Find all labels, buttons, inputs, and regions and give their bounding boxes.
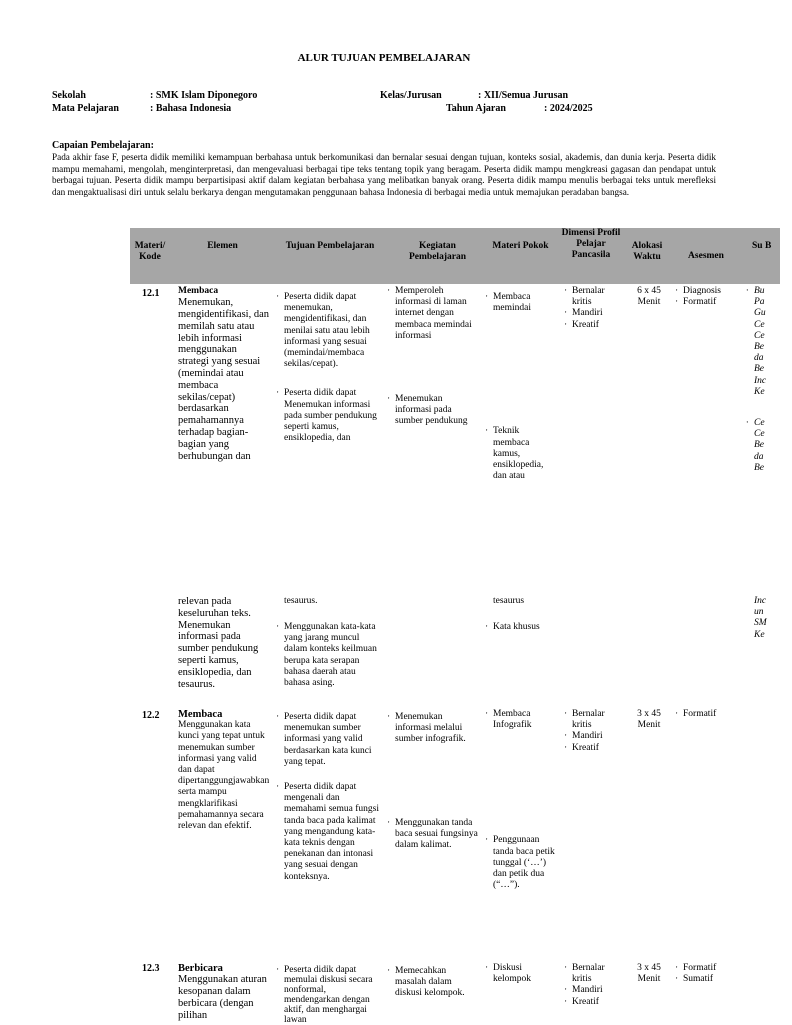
tujuan-item: · Peserta didik dapat menemukan, mengidentifikasi, dan menilai satu atau lebih informasi yang sesuai (memindai/membaca sekilas/cepat). (276, 292, 380, 370)
row-12-1-tujuan (276, 292, 380, 444)
row-12-2-dimensi (564, 709, 622, 754)
asesmen-item: · Sumatif (675, 974, 741, 985)
header-alokasi: Alokasi Waktu (631, 241, 663, 262)
mapel-value: : Bahasa Indonesia (150, 103, 232, 114)
row-12-2-asesmen (675, 709, 741, 720)
header-tujuan: Tujuan Pembelajaran (285, 241, 375, 251)
elemen-text: Menggunakan aturan kesopanan dalam berbicara (dengan pilihan (178, 974, 267, 1021)
materi-item: · Membaca Infografik (485, 709, 555, 731)
header-sumber: Su B (752, 241, 772, 251)
elemen-text: Menggunakan kata kunci yang tepat untuk menemukan sumber informasi yang valid dan dapat dipertanggungjawabkan serta mampu mengklarifikasi pemahamannya secara relevan dan efektif. (178, 720, 270, 832)
materi-item: · Kata khusus (485, 622, 555, 633)
kegiatan-item: · Memecahkan masalah dalam diskusi kelompok. (387, 966, 479, 1000)
row-12-3-elemen (178, 963, 270, 1021)
dimensi-item: · Bernalar kritis (564, 286, 622, 308)
kegiatan-item: · Menemukan informasi melalui sumber infografik. (387, 712, 479, 746)
row-12-3-kode: 12.3 (142, 963, 160, 974)
materi-item: · Diskusi kelompok (485, 963, 555, 985)
header-kegiatan: Kegiatan Pembelajaran (409, 241, 466, 262)
mapel-label: Mata Pelajaran (52, 103, 119, 114)
row-12-1-sumber (746, 286, 766, 474)
header-dimensi: Dimensi Profil Pelajar Pancasila (561, 228, 621, 260)
tujuan-item: · Peserta didik dapat mengenali dan memahami semua fungsi tanda baca pada kalimat yang mengandung kata-kata teknis dengan penekanan dan intonasi yang sesuai dengan konteksnya. (276, 782, 380, 883)
kelas-value: : XII/Semua Jurusan (478, 90, 569, 101)
sumber-item: · Bu Pa Gu Ce Ce Be da Be Inc Ke (746, 286, 766, 398)
materi-item: · Membaca memindai (485, 292, 555, 314)
asesmen-item: · Formatif (675, 297, 741, 308)
header-materi: Materi Pokok (492, 241, 549, 251)
row-12-1-materi-extra (485, 622, 555, 633)
row-12-1-materi (485, 292, 555, 482)
asesmen-item: · Formatif (675, 709, 741, 720)
row-12-3-asesmen (675, 963, 741, 985)
row-12-1-asesmen (675, 286, 741, 308)
tahun-label: Tahun Ajaran (446, 103, 506, 114)
dimensi-item: · Bernalar kritis (564, 963, 622, 985)
dimensi-item: · Kreatif (564, 320, 622, 331)
row-12-3-materi (485, 963, 555, 985)
row-12-1-materi-cont: tesaurus (493, 596, 525, 606)
row-12-1-tujuan-extra (276, 622, 380, 689)
document-title: ALUR TUJUAN PEMBELAJARAN (297, 52, 471, 64)
dimensi-item: · Mandiri (564, 731, 622, 742)
header-elemen: Elemen (207, 241, 238, 251)
row-12-2-kode: 12.2 (142, 710, 160, 721)
kegiatan-item: · Menggunakan tanda baca sesuai fungsinya dalam kalimat. (387, 818, 479, 852)
materi-item: · Teknik membaca kamus, ensiklopedia, dan atau (485, 426, 555, 482)
row-12-1-dimensi (564, 286, 622, 331)
sekolah-label: Sekolah (52, 90, 86, 101)
row-12-1-sumber-cont: Inc un SM Ke (754, 596, 767, 640)
row-12-3-alokasi: 3 x 45 Menit (637, 963, 661, 985)
elemen-title: Membaca (178, 286, 219, 296)
kegiatan-item: · Memperoleh informasi di laman internet dengan membaca memindai informasi (387, 286, 479, 342)
sumber-item: · Ce Ce Be da Be (746, 418, 766, 474)
materi-item: · Penggunaan tanda baca petik tunggal (‘…’) dan petik dua (“…”). (485, 835, 555, 891)
row-12-3-tujuan (276, 965, 380, 1025)
row-12-2-kegiatan (387, 712, 479, 851)
row-12-1-elemen (178, 286, 270, 462)
capaian-text: Pada akhir fase F, peserta didik memiliki kemampuan berbahasa untuk berkomunikasi dan bernalar sesuai dengan tujuan, konteks sosial, akademis, dan dunia kerja. Peserta didik mampu memahami, mengolah, menginterpretasi, dan mengevaluasi berbagai tipe teks tentang topik yang beragam. Peserta didik mampu mengkreasi gagasan dan pendapat untuk berbagai tujuan. Peserta didik mampu berpartisipasi aktif dalam kegiatan berbahasa yang melibatkan banyak orang. Peserta didik mampu menulis berbagai teks untuk merefleksi dan mengaktualisasi diri untuk selalu berkarya dengan mengutamakan penggunaan bahasa Indonesia di berbagai media untuk memajukan peradaban bangsa. (52, 152, 716, 197)
tujuan-item: · Menggunakan kata-kata yang jarang muncul dalam konteks keilmuan berupa kata serapan bahasa daerah atau bahasa asing. (276, 622, 380, 689)
row-12-1-elemen-cont: relevan pada keseluruhan teks. Menemukan informasi pada sumber pendukung seperti kamus, ensiklopedia, dan tesaurus. (178, 596, 259, 690)
table-header (130, 228, 780, 284)
kelas-label: Kelas/Jurusan (380, 90, 442, 101)
capaian-heading: Capaian Pembelajaran: (52, 140, 154, 151)
row-12-2-tujuan (276, 712, 380, 883)
asesmen-item: · Diagnosis (675, 286, 741, 297)
row-12-1-kegiatan (387, 286, 479, 428)
row-12-1-tujuan-cont: tesaurus. (284, 596, 318, 606)
header-kode: Materi/ Kode (134, 241, 166, 262)
dimensi-item: · Mandiri (564, 308, 622, 319)
dimensi-item: · Mandiri (564, 985, 622, 996)
asesmen-item: · Formatif (675, 963, 741, 974)
tujuan-item: · Peserta didik dapat menemukan sumber informasi yang valid berdasarkan kata kunci yang tepat. (276, 712, 380, 768)
row-12-2-materi (485, 709, 555, 891)
elemen-title: Membaca (178, 709, 223, 720)
header-asesmen: Asesmen (688, 251, 724, 261)
row-12-2-elemen (178, 709, 270, 832)
tujuan-item: · Peserta didik dapat memulai diskusi secara nonformal, mendengarkan dengan aktif, dan menghargai lawan (276, 965, 380, 1025)
kegiatan-item: · Menemukan informasi pada sumber pendukung (387, 394, 479, 428)
row-12-1-kode: 12.1 (142, 288, 160, 299)
elemen-text: Menemukan, mengidentifikasi, dan memilah satu atau lebih informasi menggunakan strategi yang sesuai (memindai atau membaca sekilas/cepat) berdasarkan pemahamannya terhadap bagian-bagian yang berhubungan dan (178, 297, 269, 462)
row-12-1-alokasi: 6 x 45 Menit (637, 286, 661, 308)
tujuan-item: · Peserta didik dapat Menemukan informasi pada sumber pendukung seperti kamus, ensiklopedia, dan (276, 388, 380, 444)
row-12-2-alokasi: 3 x 45 Menit (637, 709, 661, 731)
dimensi-item: · Kreatif (564, 997, 622, 1008)
dimensi-item: · Kreatif (564, 743, 622, 754)
sekolah-value: : SMK Islam Diponegoro (150, 90, 258, 101)
dimensi-item: · Bernalar kritis (564, 709, 622, 731)
row-12-3-kegiatan (387, 966, 479, 1000)
row-12-3-dimensi (564, 963, 622, 1008)
elemen-title: Berbicara (178, 963, 223, 974)
tahun-value: : 2024/2025 (544, 103, 593, 114)
